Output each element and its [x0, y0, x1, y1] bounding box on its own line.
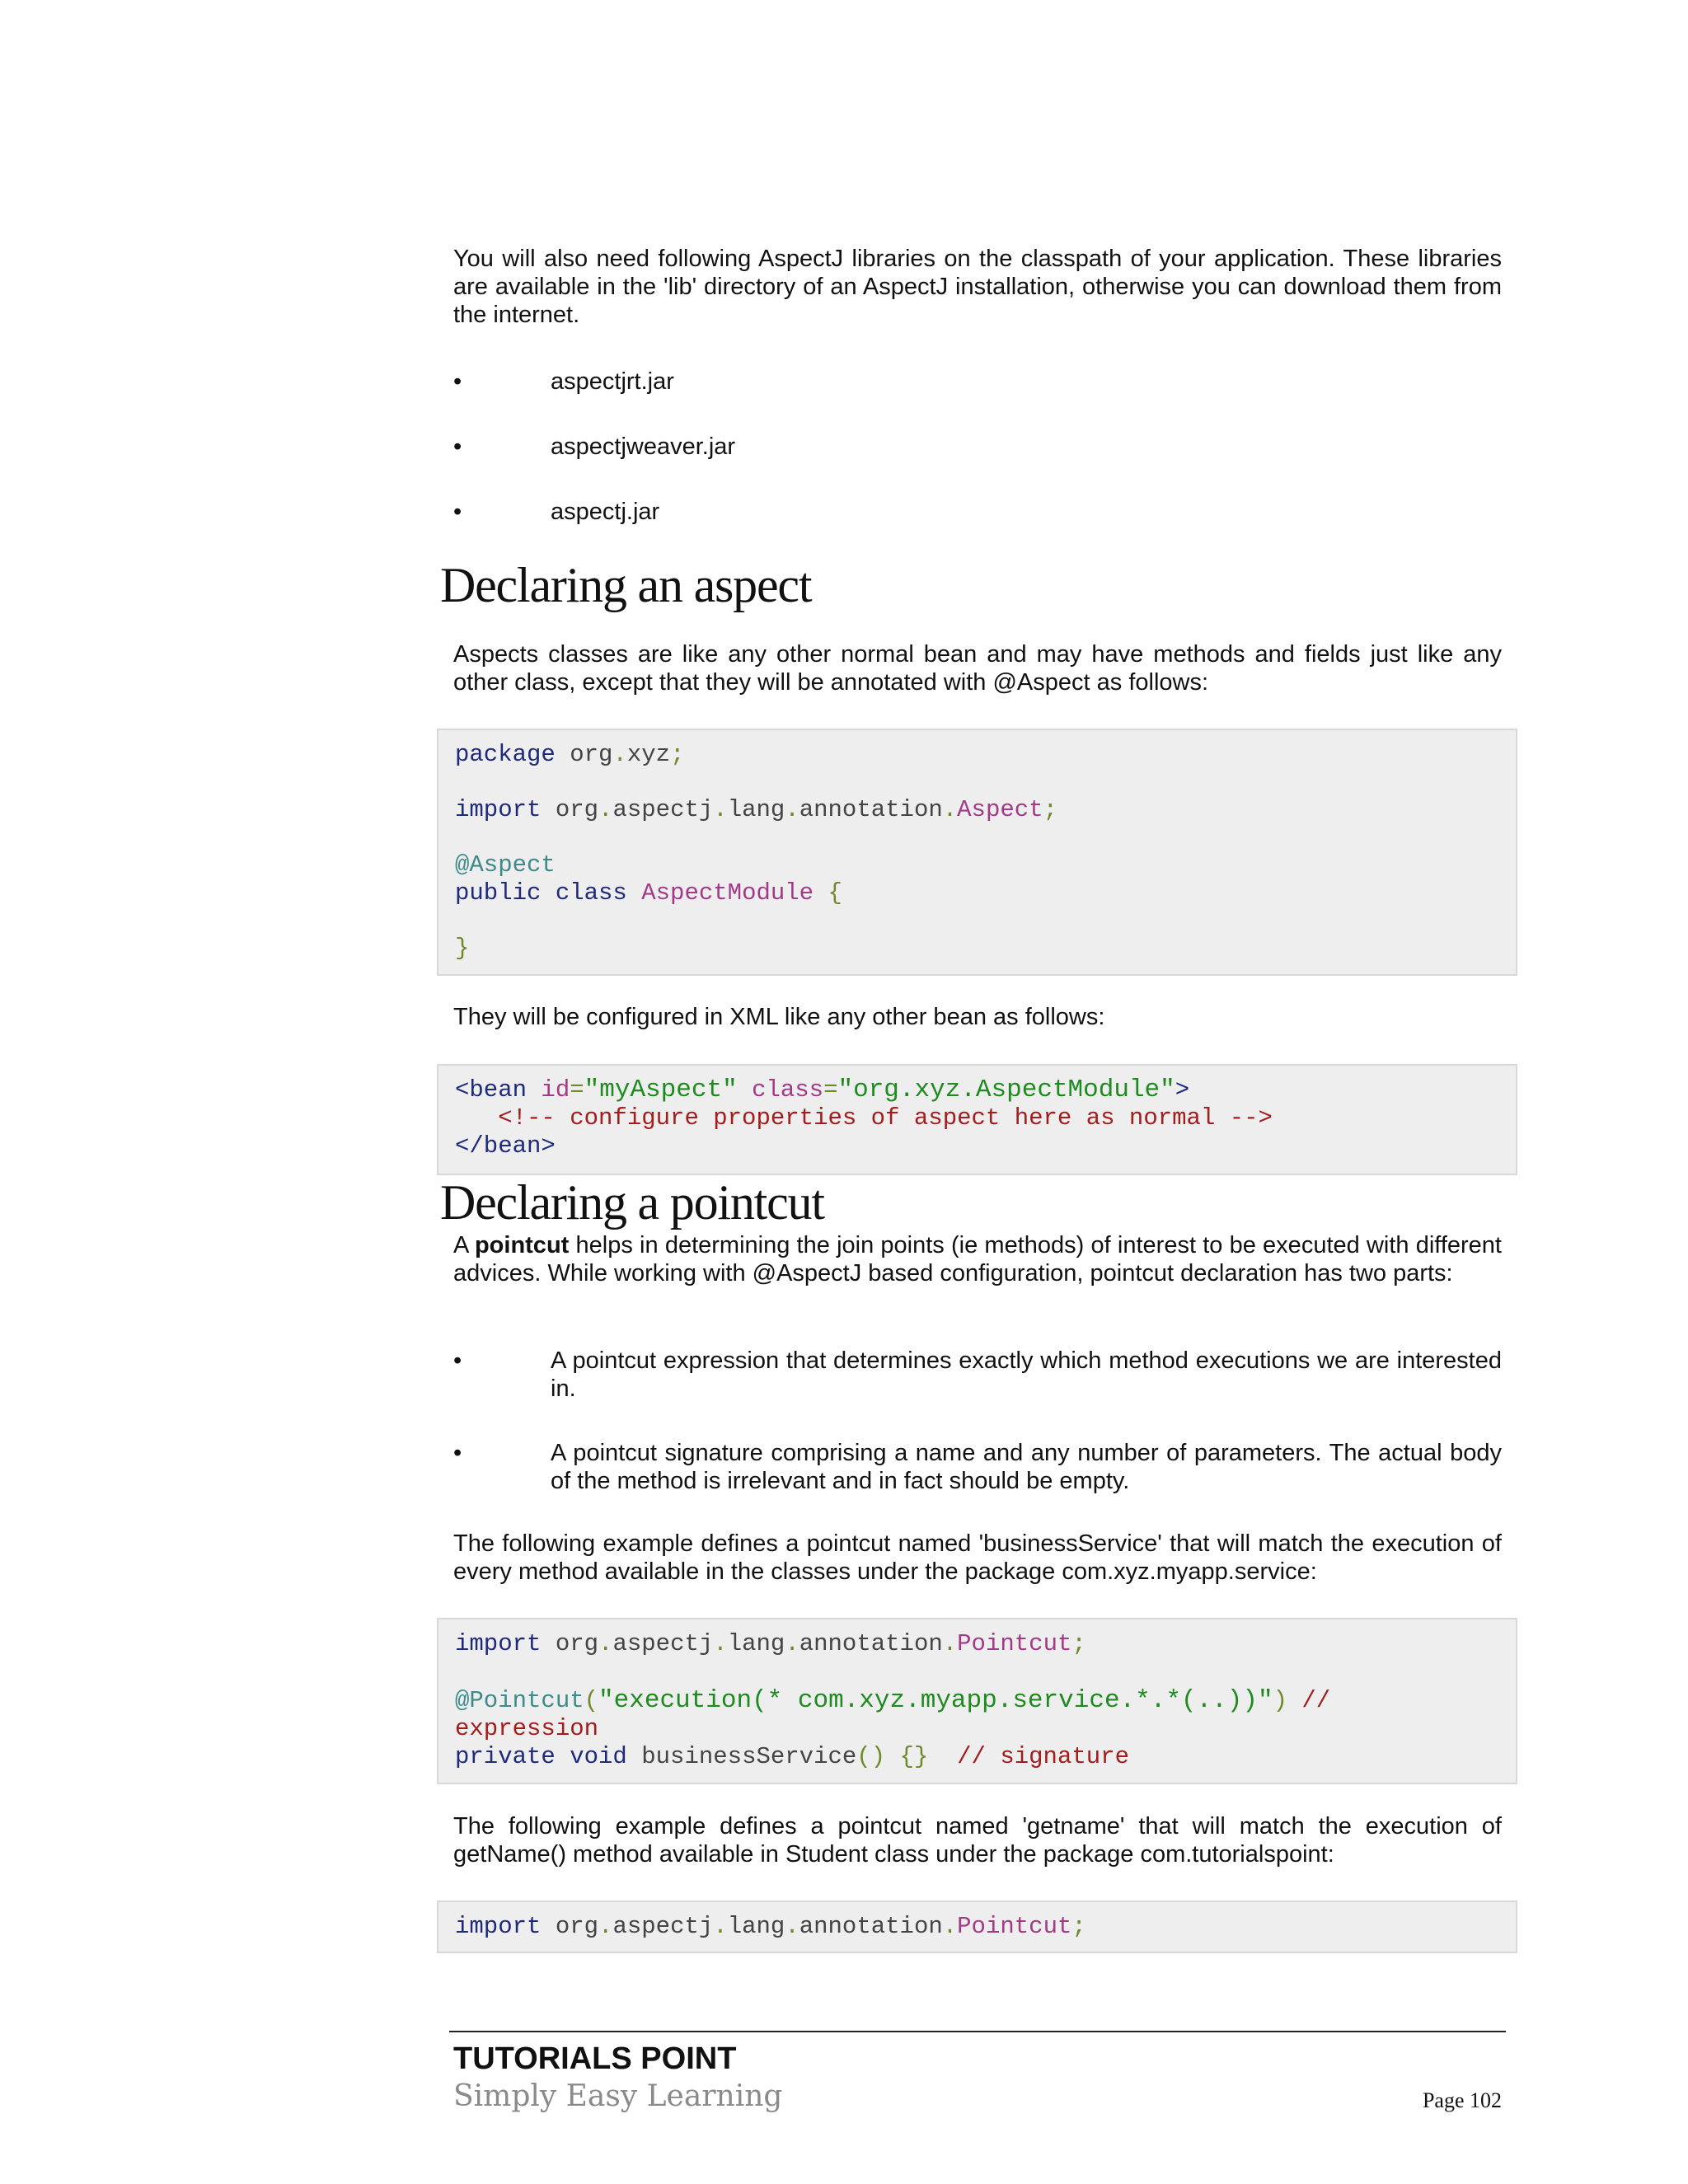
code-line: import org.aspectj.lang.annotation.Pointcut;: [455, 1913, 1086, 1940]
code-line: </bean>: [455, 1132, 556, 1160]
bullet-icon: •: [453, 368, 462, 395]
code-line: <!-- configure properties of aspect here as normal -->: [455, 1104, 1273, 1132]
code-block: [437, 1900, 1517, 1953]
intro-paragraph: You will also need following AspectJ libraries on the classpath of your application. These libraries are available in the 'lib' directory of an AspectJ installation, otherwise you can download them from the internet.: [453, 246, 1502, 328]
list-item-text: A pointcut signature comprising a name and any number of parameters. The actual body of the method is irrelevant and in fact should be empty.: [551, 1440, 1502, 1494]
bullet-icon: •: [453, 434, 462, 460]
footer-tagline: Simply Easy Learning: [453, 2079, 783, 2113]
business-service-paragraph: The following example defines a pointcut named 'businessService' that will match the execution of every method available in the classes under the package com.xyz.myapp.service:: [453, 1530, 1502, 1585]
section-heading: Declaring an aspect: [440, 558, 812, 612]
code-block: [437, 1618, 1517, 1784]
code-line: }: [455, 935, 470, 962]
aspect-paragraph: Aspects classes are like any other normal bean and may have methods and fields just like any other class, except that they will be annotated with @Aspect as follows:: [453, 641, 1502, 696]
code-line: <bean id="myAspect" class="org.xyz.AspectModule">: [455, 1076, 1190, 1104]
library-name: aspectjweaver.jar: [551, 434, 736, 460]
code-block: [437, 1064, 1517, 1175]
code-line: @Pointcut("execution(* com.xyz.myapp.service.*.*(..))") //: [455, 1686, 1331, 1715]
bullet-icon: •: [453, 1440, 462, 1466]
footer-brand: TUTORIALS POINT: [453, 2041, 737, 2076]
code-line: import org.aspectj.lang.annotation.Pointcut;: [455, 1630, 1086, 1657]
library-name: aspectj.jar: [551, 499, 660, 525]
pointcut-term: pointcut: [474, 1232, 570, 1258]
bullet-icon: •: [453, 1347, 462, 1374]
xml-intro-paragraph: They will be configured in XML like any other bean as follows:: [453, 1004, 1105, 1030]
code-line: package org.xyz;: [455, 741, 685, 768]
code-line: import org.aspectj.lang.annotation.Aspect;: [455, 796, 1057, 823]
getname-paragraph: The following example defines a pointcut named 'getname' that will match the execution of getName() method available in Student class under the package com.tutorialspoint:: [453, 1813, 1502, 1868]
list-item: [453, 1439, 1502, 1495]
code-line: @Aspect: [455, 851, 556, 879]
list-item-text: A pointcut expression that determines exactly which method executions we are interested in.: [551, 1347, 1502, 1402]
code-line: public class AspectModule {: [455, 879, 842, 907]
list-item: [453, 1347, 1502, 1403]
footer-divider: [449, 2031, 1506, 2032]
bullet-icon: •: [453, 499, 462, 525]
page-number: Page 102: [1422, 2088, 1502, 2112]
pointcut-paragraph: A pointcut helps in determining the join points (ie methods) of interest to be executed with different advices. While working with @AspectJ based configuration, pointcut declaration has two parts:: [453, 1232, 1502, 1286]
library-name: aspectjrt.jar: [551, 368, 674, 395]
section-heading: Declaring a pointcut: [440, 1175, 824, 1230]
code-line: expression: [455, 1715, 599, 1742]
code-line: private void businessService() {} // signature: [455, 1743, 1129, 1770]
code-block: [437, 729, 1517, 976]
